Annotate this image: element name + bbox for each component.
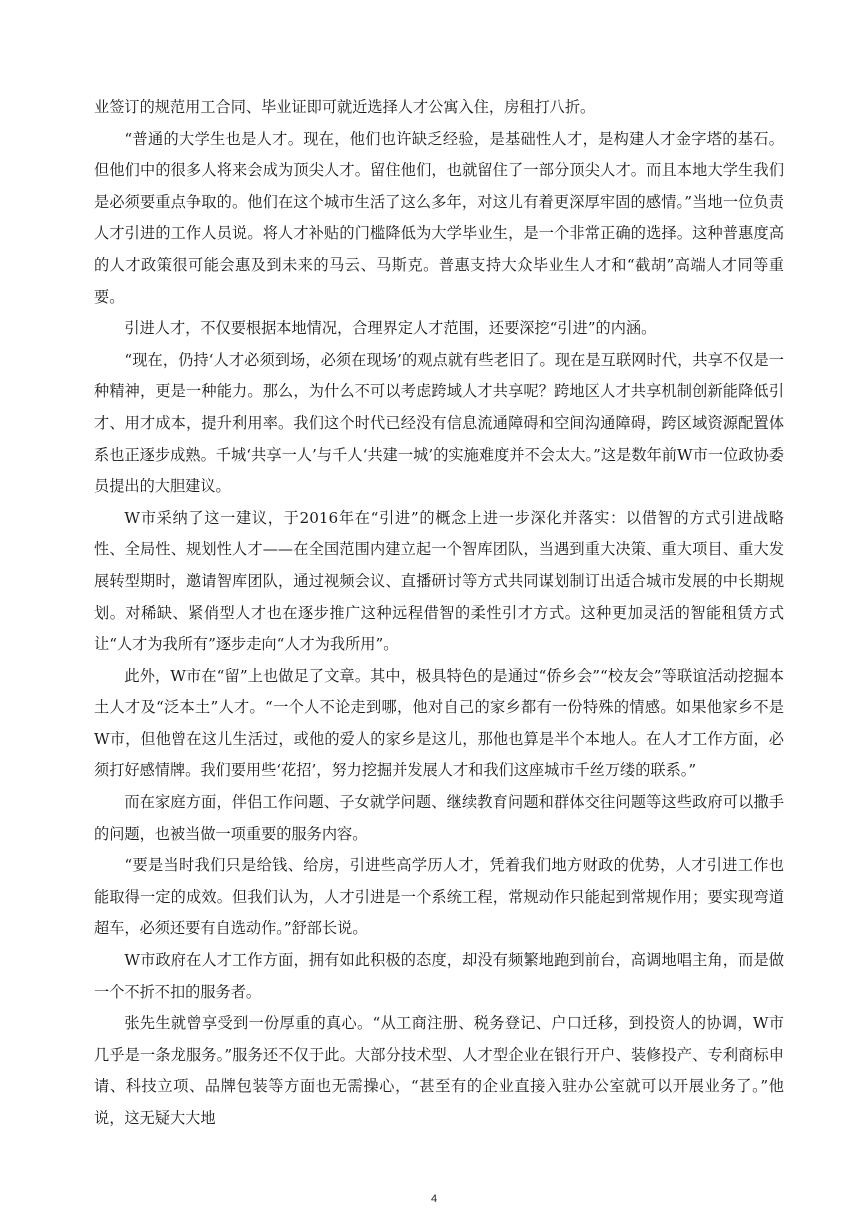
paragraph-introduce-talent: 引进人才，不仅要根据本地情况，合理界定人才范围，还要深挖“引进”的内涵。	[124, 319, 657, 338]
paragraph-system-engineering: “要是当时我们只是给钱、给房，引进些高学历人才，凭着我们地方财政的优势，人才引进工作也能取得一定的成效。但我们认为，人才引进是一个系统工程，常规动作只能起到常规作用；要实现弯道超车，必须还要有自选动作。”舒部长说。	[94, 856, 784, 938]
paragraph-think-tank: W市采纳了这一建议，于2016年在“引进”的概念上进一步深化并落实：以借智的方式引进战略性、全局性、规划性人才——在全国范围内建立起一个智库团队，当遇到重大决策、重大项目、重大发展转型期时，邀请智库团队，通过视频会议、直播研讨等方式共同谋划制订出适合城市发展的中长期规划。对稀缺、紧俏型人才也在逐步推广这种远程借智的柔性引才方式。这种更加灵活的智能租赁方式让“人才为我所有”逐步走向“人才为我所用”。	[94, 508, 784, 654]
document-body	[94, 92, 784, 1135]
paragraph-mr-zhang: 张先生就曾享受到一份厚重的真心。“从工商注册、税务登记、户口迁移，到投资人的协调，W市几乎是一条龙服务。”服务还不仅于此。大部分技术型、人才型企业在银行开户、装修投产、专利商标申请、科技立项、品牌包装等方面也无需操心，“甚至有的企业直接入驻办公室就可以开展业务了。”他说，这无疑大大地	[94, 1014, 784, 1127]
page-number: 4	[430, 1193, 438, 1205]
paragraph-quote-university-students: “普通的大学生也是人才。现在，他们也许缺乏经验，是基础性人才，是构建人才金字塔的基石。但他们中的很多人将来会成为顶尖人才。留住他们，也就留住了一部分顶尖人才。而且本地大学生我们是必须要重点争取的。他们在这个城市生活了这么多年，对这儿有着更深厚牢固的感情。”当地一位负责人才引进的工作人员说。将人才补贴的门槛降低为大学毕业生，是一个非常正确的选择。这种普惠度高的人才政策很可能会惠及到未来的马云、马斯克。普惠支持大众毕业生人才和“截胡”高端人才同等重要。	[94, 129, 784, 306]
paragraph-family-services: 而在家庭方面，伴侣工作问题、子女就学问题、继续教育问题和群体交往问题等这些政府可以撒手的问题，也被当做一项重要的服务内容。	[94, 793, 784, 843]
paragraph-talent-sharing: “现在，仍持‘人才必须到场，必须在现场’的观点就有些老旧了。现在是互联网时代，共享不仅是一种精神，更是一种能力。那么，为什么不可以考虑跨域人才共享呢？跨地区人才共享机制创新能降低引才、用才成本，提升利用率。我们这个时代已经没有信息流通障碍和空间沟通障碍，跨区域资源配置体系也正逐步成熟。千城‘共享一人’与千人‘共建一城’的实施难度并不会太大。”这是数年前W市一位政协委员提出的大胆建议。	[94, 350, 784, 496]
paragraph-government-service: W市政府在人才工作方面，拥有如此积极的态度，却没有频繁地跑到前台，高调地唱主角，而是做一个不折不扣的服务者。	[94, 951, 784, 1001]
paragraph-retain-talent: 此外，W市在“留”上也做足了文章。其中，极具特色的是通过“侨乡会”“校友会”等联谊活动挖掘本土人才及“泛本土”人才。“一个人不论走到哪，他对自己的家乡都有一份特殊的情感。如果他家乡不是W市，但他曾在这儿生活过，或他的爱人的家乡是这儿，那他也算是半个本地人。在人才工作方面，必须打好感情牌。我们要用些‘花招’，努力挖掘并发展人才和我们这座城市千丝万缕的联系。”	[94, 666, 784, 780]
paragraph-continued: 业签订的规范用工合同、毕业证即可就近选择人才公寓入住，房租打八折。	[94, 98, 596, 116]
